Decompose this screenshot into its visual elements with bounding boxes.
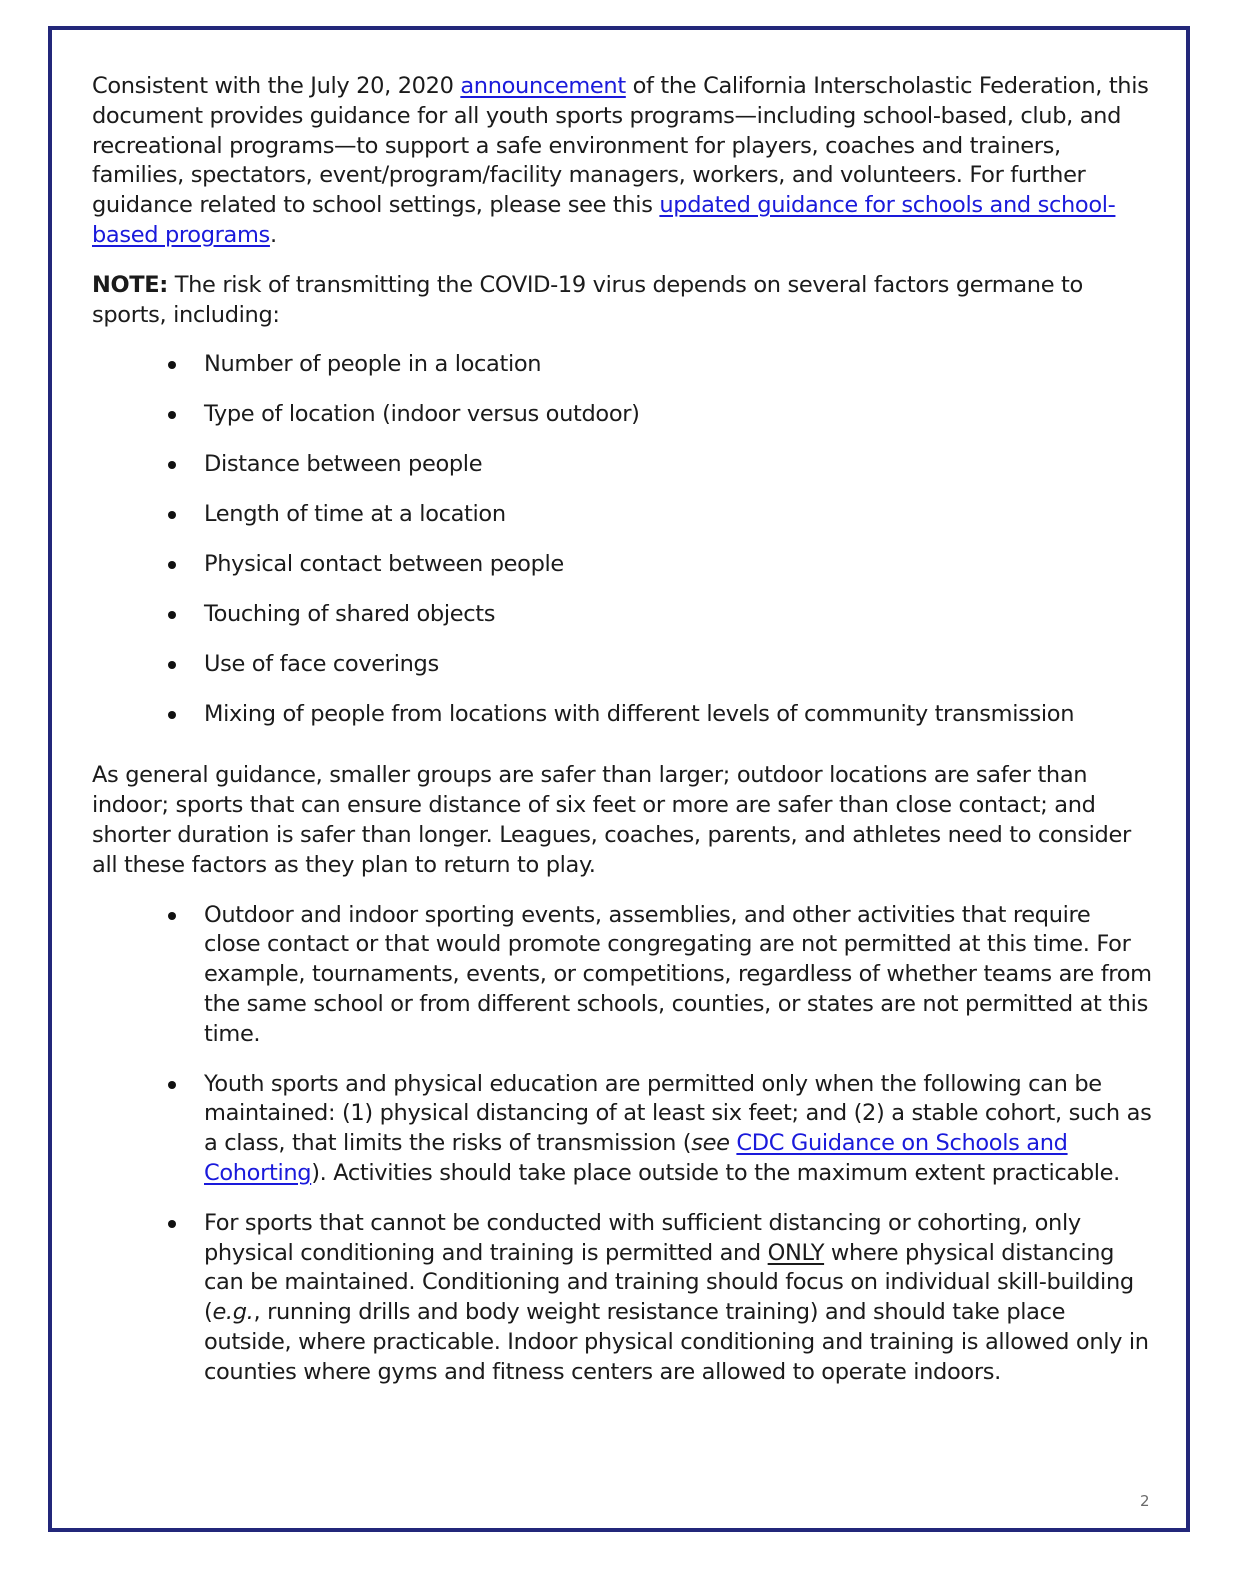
intro-text: of the California Interscholastic Federation, this document provides guidance for all youth sports programs—including school-based, club, and recreational programs—to support a safe environment for players, coaches and trainers, families, spectators, event/program/facility managers, workers, and volunteers. For further guidance related to school settings, please see this [92,73,1149,219]
bullet-icon [168,361,176,369]
list-item [92,700,1152,736]
list-item-text: Youth sports and physical education are permitted only when the following can be maintained: (1) physical distancing of at least six feet; and (2) a stable cohort, such as a class, that limits the risks of transmission ( [204,1070,1152,1157]
schools-guidance-link[interactable]: updated guidance for schools and school-based programs [92,192,1116,248]
page-number: 2 [1140,1492,1150,1510]
document-body [92,72,1152,1408]
bullet-icon [168,1220,176,1228]
list-item-text: ). Activities should take place outside to the maximum extent practicable. [311,1159,1120,1186]
list-item-text: , running drills and body weight resistance training) and should take place outside, where practicable. Indoor physical conditioning and training is allowed only in counties where gyms and fitness centers are allowed to operate indoors. [204,1299,1149,1385]
bullet-icon [168,561,176,569]
list-item-text: Number of people in a location [204,351,542,378]
list-item [92,1070,1152,1189]
list-item-text: where physical distancing can be maintained. Conditioning and training should focus on individual skill-building ( [204,1239,1134,1326]
list-item-text: Use of face coverings [204,651,439,678]
list-item-text: Physical contact between people [204,551,564,578]
bullet-icon [168,1081,176,1089]
list-item [92,600,1152,650]
rules-list [92,901,1152,1388]
see-italic: see [691,1130,730,1157]
list-item [92,500,1152,550]
intro-text: . [269,221,277,248]
note-paragraph [92,271,1152,331]
list-item [92,650,1152,700]
bullet-icon [168,711,176,719]
bullet-icon [168,461,176,469]
list-item [92,550,1152,600]
list-item-text: Type of location (indoor versus outdoor) [204,401,640,428]
list-item [92,901,1152,1050]
bullet-icon [168,611,176,619]
list-item-text: Distance between people [204,451,483,478]
list-item-text: Outdoor and indoor sporting events, assemblies, and other activities that require close contact or that would promote congregating are not permitted at this time. For example, tournaments, events, or competitions, regardless of whether teams are from the same school or from different schools, counties, or states are not permitted at this time. [204,901,1152,1047]
announcement-link[interactable]: announcement [460,73,626,99]
list-item [92,450,1152,500]
bullet-icon [168,912,176,920]
list-item-text: Touching of shared objects [204,601,496,628]
general-guidance-paragraph: As general guidance, smaller groups are safer than larger; outdoor locations are safer than indoor; sports that can ensure distance of six feet or more are safer than close contact; and shorter duration is safer than longer. Leagues, coaches, parents, and athletes need to consider all these factors as they plan to return to play. [92,762,1131,878]
cdc-guidance-link[interactable]: CDC Guidance on Schools and Cohorting [204,1130,1068,1186]
intro-text: Consistent with the July 20, 2020 [92,73,461,99]
list-item [92,400,1152,450]
bullet-icon [168,411,176,419]
list-item-text: Length of time at a location [204,501,506,528]
only-emphasis: ONLY [767,1239,825,1266]
list-item [92,350,1152,400]
bullet-icon [168,661,176,669]
intro-paragraph [92,72,1152,251]
list-item [92,1209,1152,1388]
note-text: The risk of transmitting the COVID-19 virus depends on several factors germane to sports, including: [92,271,1083,328]
list-item-text: Mixing of people from locations with different levels of community transmission [204,701,1075,728]
bullet-icon [168,511,176,519]
list-item-text: For sports that cannot be conducted with sufficient distancing or cohorting, only physical conditioning and training is permitted and [204,1209,1081,1266]
note-label: NOTE: [92,271,168,298]
risk-factors-list [92,350,1152,736]
eg-italic: e.g. [212,1299,254,1326]
